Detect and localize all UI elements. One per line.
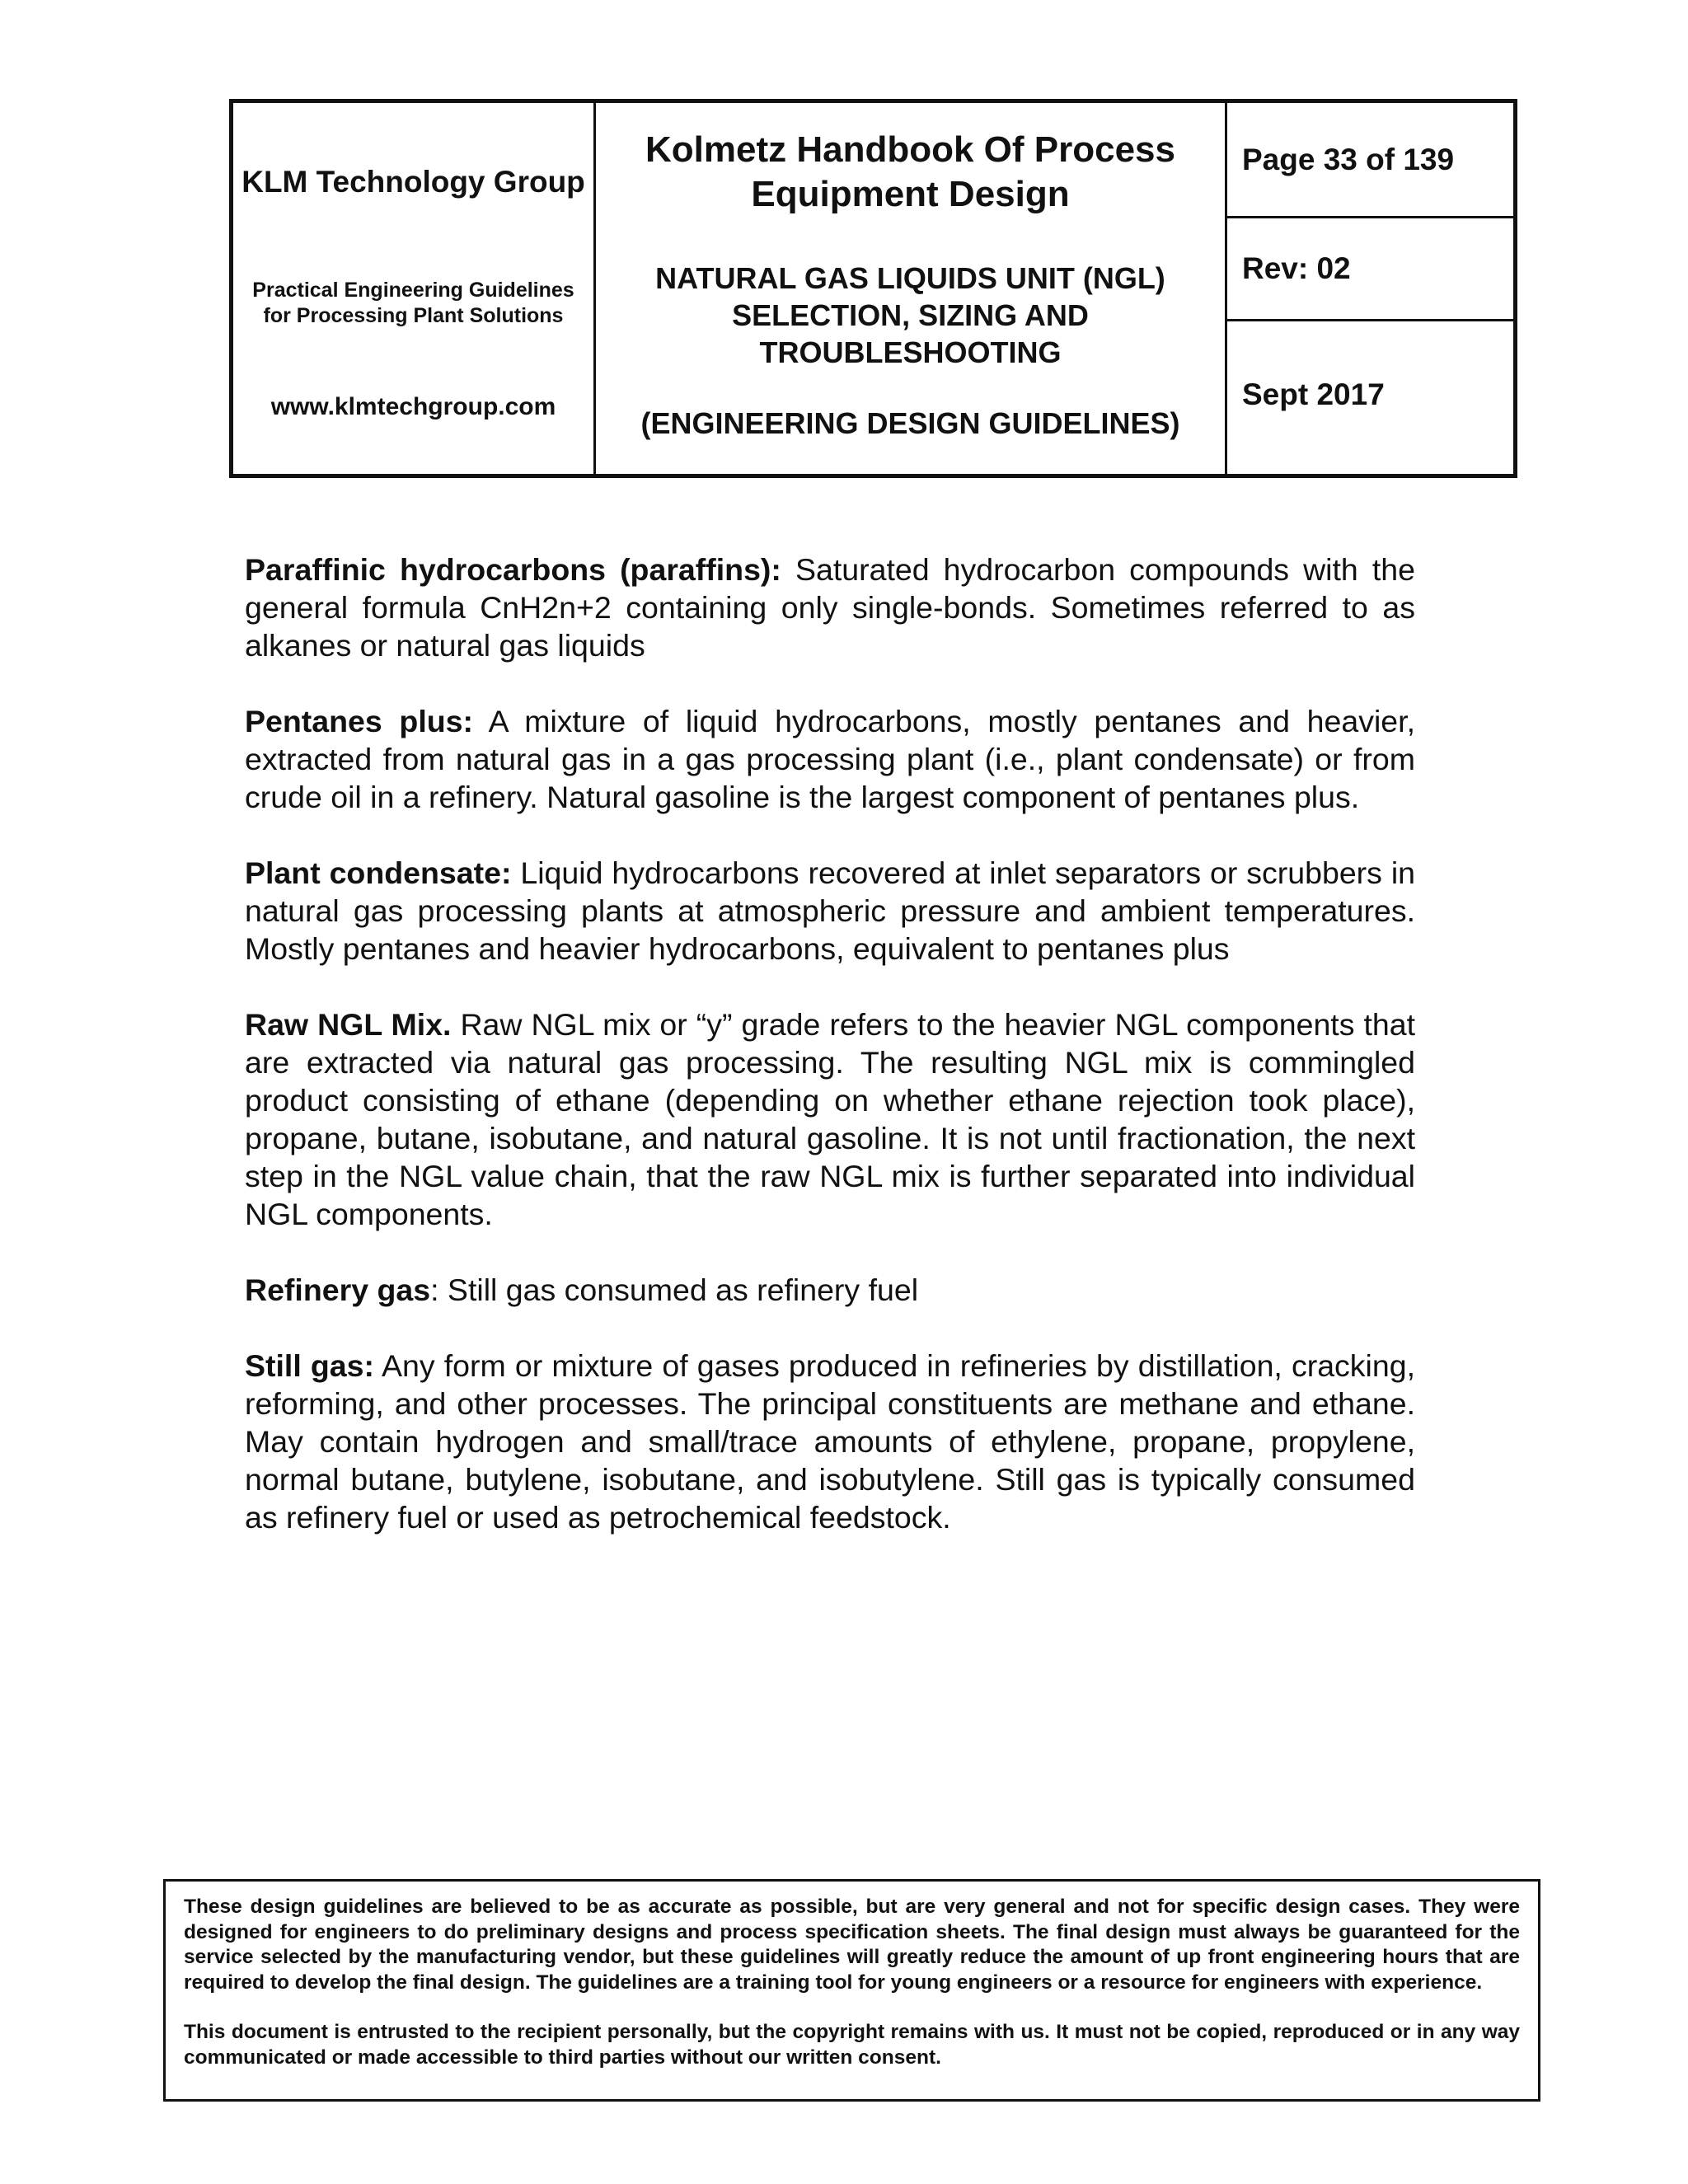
definition-text: Any form or mixture of gases produced in refineries by distillation, cracking, reforming, and other processes. The principal constituents are methane and ethane. May contain hydrogen and small/trace amounts of ethylene, propane, propylene, normal butane, butylene, isobutane, and isobutylene. Still gas is typically consumed as refinery fuel or used as petrochemical feedstock. (245, 1348, 1416, 1535)
copyright-text: This document is entrusted to the recipient personally, but the copyright remains with us. It must not be copied, reproduced or in any way communicated or made accessible to third parties without our written consent. (184, 2021, 1520, 2069)
definition-text: : Still gas consumed as refinery fuel (430, 1272, 919, 1307)
org-name: KLM Technology Group (241, 165, 585, 199)
document-title: NATURAL GAS LIQUIDS UNIT (NGL) SELECTION, SIZING AND TROUBLESHOOTING (655, 261, 1165, 369)
definition-text: Liquid hydrocarbons recovered at inlet separators or scrubbers in natural gas processing plants at atmospheric pressure and ambient temperatures. Mostly pentanes and heavier hydrocarbons, equivalent to pentanes plus (245, 855, 1416, 966)
definition-paragraph (245, 854, 1415, 968)
definition-paragraph (245, 1347, 1415, 1536)
definition-term: Still gas: (245, 1348, 374, 1383)
definition-term: Paraffinic hydrocarbons (paraffins): (245, 552, 781, 587)
document-type: (ENGINEERING DESIGN GUIDELINES) (640, 406, 1180, 440)
disclaimer-text: These design guidelines are believed to be as accurate as possible, but are very general and not for specific design cases. They were designed for engineers to do preliminary designs and process specification sheets. The final design must always be guaranteed for the service selected by the manufacturing vendor, but these guidelines will greatly reduce the amount of up front engineering hours that are required to develop the final design. The guidelines are a training tool for young engineers or a resource for engineers with experience. (184, 1896, 1520, 1994)
header-org-cell (233, 103, 596, 474)
definition-paragraph (245, 551, 1415, 664)
definition-paragraph (245, 1271, 1415, 1309)
document-header (229, 99, 1517, 478)
definition-paragraph (245, 1005, 1415, 1233)
page-number: Page 33 of 139 (1227, 103, 1513, 218)
definition-term: Pentanes plus: (245, 704, 473, 738)
org-url: www.klmtechgroup.com (270, 393, 556, 420)
header-meta-cell (1227, 103, 1513, 474)
revision: Rev: 02 (1227, 218, 1513, 321)
definition-text: Saturated hydrocarbon compounds with the general formula CnH2n+2 containing only single-bonds. Sometimes referred to as alkanes or natural gas liquids (245, 552, 1415, 663)
header-title-cell (596, 103, 1227, 474)
org-tagline: Practical Engineering Guidelines for Processing Plant Solutions (252, 279, 574, 327)
definition-text: A mixture of liquid hydrocarbons, mostly pentanes and heavier, extracted from natural gas in a gas processing plant (i.e., plant condensate) or from crude oil in a refinery. Natural gasoline is the largest component of pentanes plus. (245, 704, 1415, 814)
definition-text: Raw NGL mix or “y” grade refers to the heavier NGL components that are extracted via natural gas processing. The resulting NGL mix is commingled product consisting of ethane (depending on whether ethane rejection took place), propane, butane, isobutane, and natural gasoline. It is not until fractionation, the next step in the NGL value chain, that the raw NGL mix is further separated into individual NGL components. (245, 1007, 1415, 1231)
definitions-body (245, 551, 1415, 1574)
definition-term: Refinery gas (245, 1272, 431, 1307)
definition-term: Raw NGL Mix. (245, 1007, 452, 1042)
footer-disclaimer-box (163, 1879, 1540, 2102)
issue-date: Sept 2017 (1242, 377, 1385, 411)
handbook-title: Kolmetz Handbook Of Process Equipment Design (645, 129, 1175, 214)
definition-paragraph (245, 702, 1415, 816)
definition-term: Plant condensate: (245, 855, 512, 890)
